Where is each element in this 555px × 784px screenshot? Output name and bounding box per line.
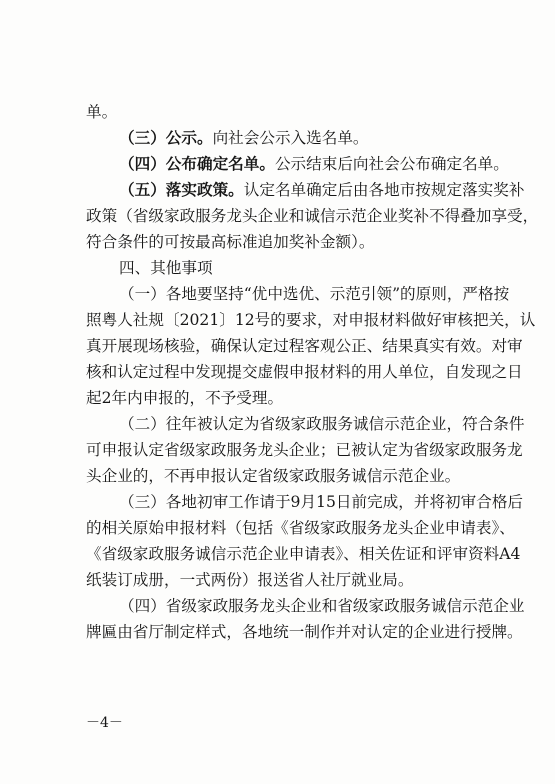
section-item-publicity bbox=[86, 125, 496, 151]
line-text: （一）各地要坚持“优中选优、示范引领”的原则，严格按 bbox=[119, 285, 510, 303]
line-text: 符合条件的可按最高标准追加奖补金额）。 bbox=[86, 233, 375, 251]
line-text: 可申报认定省级家政服务龙头企业；已被认定为省级家政服务龙 bbox=[86, 441, 523, 459]
item-heading: （三）公示。 bbox=[119, 128, 213, 147]
line-text: 认定名单确定后由各地市按规定落实奖补 bbox=[243, 181, 525, 199]
line-text: 照粤人社规〔2021〕12号的要求，对申报材料做好审核把关，认 bbox=[86, 311, 536, 329]
section-item-announce bbox=[86, 151, 509, 177]
line-text: 单。 bbox=[86, 103, 118, 121]
text-line bbox=[86, 385, 496, 411]
text-line bbox=[86, 541, 521, 567]
line-text: 的相关原始申报材料（包括《省级家政服务龙头企业申请表》、 bbox=[86, 519, 515, 537]
section-heading-other-matters bbox=[86, 255, 496, 281]
line-text: 《省级家政服务诚信示范企业申请表》、相关佐证和评审资料A4 bbox=[86, 545, 521, 563]
line-text: 牌匾由省厅制定样式，各地统一制作并对认定的企业进行授牌。 bbox=[86, 623, 523, 641]
text-line bbox=[86, 333, 523, 359]
document-body bbox=[86, 99, 539, 645]
line-text: （三）各地初审工作请于9月15日前完成，并将初审合格后 bbox=[119, 493, 524, 511]
line-text: 头企业的，不再申报认定省级家政服务诚信示范企业。 bbox=[86, 467, 461, 485]
text-line bbox=[86, 567, 496, 593]
text-line bbox=[86, 359, 523, 385]
text-line bbox=[86, 463, 496, 489]
line-text: 纸装订成册，一式两份）报送省人社厅就业局。 bbox=[86, 571, 414, 589]
heading-text: 四、其他事项 bbox=[119, 259, 213, 277]
text-line bbox=[86, 307, 536, 333]
line-text: 向社会公示入选名单。 bbox=[212, 129, 369, 147]
line-text: 起2年内申报的，不予受理。 bbox=[86, 389, 284, 407]
line-text: 公示结束后向社会公布确定名单。 bbox=[274, 155, 509, 173]
section-item-implement bbox=[86, 177, 525, 203]
line-text: （四）省级家政服务龙头企业和省级家政服务诚信示范企业 bbox=[119, 597, 525, 615]
line-text: 真开展现场核验，确保认定过程客观公正、结果真实有效。对审 bbox=[86, 337, 523, 355]
text-line bbox=[86, 437, 523, 463]
text-line bbox=[86, 281, 510, 307]
text-line bbox=[86, 229, 496, 255]
text-line bbox=[86, 515, 515, 541]
text-line bbox=[86, 99, 496, 125]
page-number: －4－ bbox=[86, 715, 123, 731]
text-line bbox=[86, 489, 524, 515]
text-line bbox=[86, 619, 523, 645]
text-line bbox=[86, 411, 525, 437]
text-line bbox=[86, 203, 539, 229]
line-text: （二）往年被认定为省级家政服务诚信示范企业，符合条件 bbox=[119, 415, 525, 433]
item-heading: （四）公布确定名单。 bbox=[119, 154, 275, 173]
item-heading: （五）落实政策。 bbox=[119, 180, 244, 199]
line-text: 核和认定过程中发现提交虚假申报材料的用人单位，自发现之日 bbox=[86, 363, 523, 381]
line-text: 政策（省级家政服务龙头企业和诚信示范企业奖补不得叠加享受， bbox=[86, 207, 539, 225]
text-line bbox=[86, 593, 525, 619]
